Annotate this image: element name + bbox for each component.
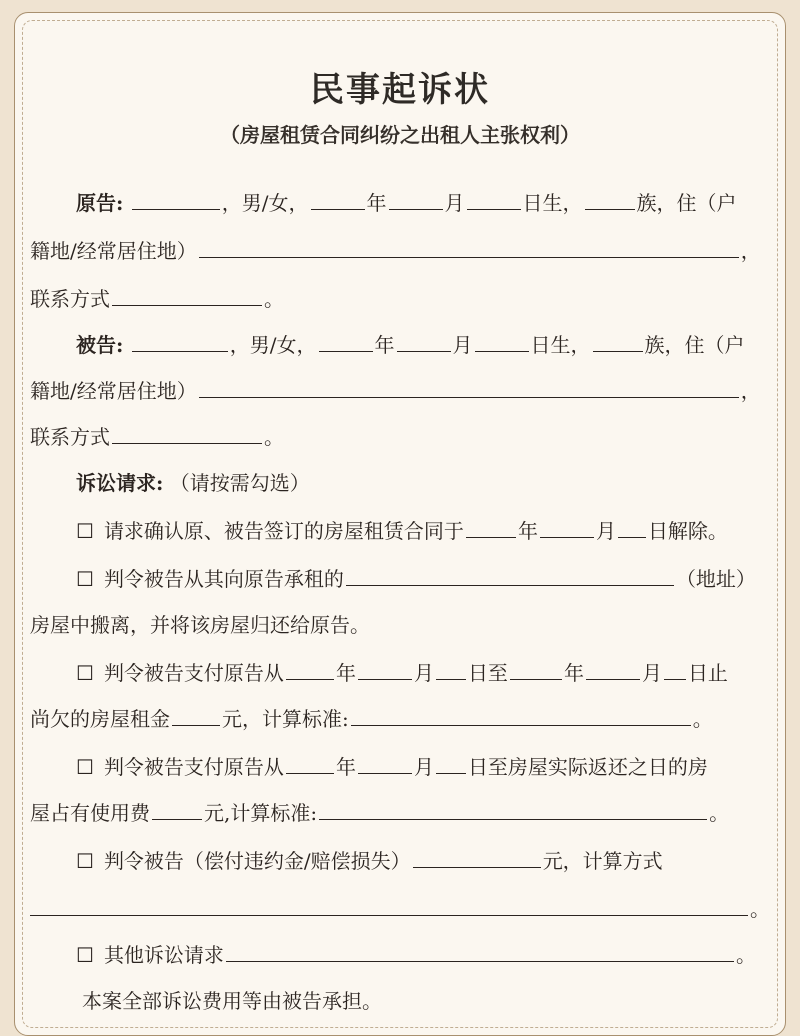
claim-2	[30, 556, 770, 602]
period-text: 。	[735, 943, 756, 967]
month-text: 月	[595, 519, 616, 543]
claim-5-text-b: 元，计算方式	[542, 849, 663, 873]
claims-label: 诉讼请求:	[76, 471, 164, 495]
defendant-name-blank[interactable]	[132, 323, 228, 352]
claim-3-line-2	[30, 696, 770, 742]
residence-label: 籍地/经常居住地）	[30, 239, 197, 263]
until-text: 日止	[687, 661, 728, 685]
ethnicity-blank[interactable]	[593, 323, 643, 352]
day-text: 日生，	[530, 333, 591, 357]
defendant-label: 被告:	[76, 333, 124, 357]
plaintiff-line-3	[30, 276, 770, 322]
birth-month-blank[interactable]	[389, 181, 443, 210]
ethnicity-blank[interactable]	[585, 181, 635, 210]
claim-3-year2-blank[interactable]	[510, 651, 562, 680]
claim-6-checkbox[interactable]: ☐	[76, 943, 94, 967]
claim-1-end-text: 日解除。	[647, 519, 728, 543]
claim-3-month-blank[interactable]	[358, 651, 412, 680]
claim-4	[30, 744, 770, 790]
claim-2-line-2	[30, 602, 770, 648]
claim-6-blank[interactable]	[226, 933, 734, 962]
claim-4-checkbox[interactable]: ☐	[76, 755, 94, 779]
plaintiff-line-2	[30, 228, 770, 274]
claim-5-text: 判令被告（偿付违约金/赔偿损失）	[103, 849, 411, 873]
birth-day-blank[interactable]	[467, 181, 521, 210]
calc-standard-label: 元,计算标准:	[204, 801, 318, 825]
birth-year-blank[interactable]	[311, 181, 365, 210]
birth-year-blank[interactable]	[319, 323, 373, 352]
occupancy-fee-label: 屋占有使用费	[30, 801, 150, 825]
claims-heading	[30, 460, 770, 506]
defendant-contact-blank[interactable]	[112, 415, 262, 444]
month-text: 月	[641, 661, 662, 685]
claim-1-text: 请求确认原、被告签订的房屋租赁合同于	[103, 519, 464, 543]
claim-2-text-2: 房屋中搬离，并将该房屋归还给原告。	[30, 613, 370, 637]
claim-4-month-blank[interactable]	[358, 745, 412, 774]
month-text: 月	[413, 661, 434, 685]
comma-text: ，	[740, 239, 761, 263]
occupancy-amount-blank[interactable]	[152, 791, 202, 820]
occupancy-calc-blank[interactable]	[319, 791, 707, 820]
ethnic-text: 族，住（户	[644, 333, 745, 357]
rent-calc-blank[interactable]	[351, 697, 691, 726]
gender-text: ，男/女，	[229, 333, 317, 357]
claim-2-address-blank[interactable]	[346, 557, 674, 586]
claim-3-day2-blank[interactable]	[664, 651, 686, 680]
residence-label: 籍地/经常居住地）	[30, 379, 197, 403]
claim-2-checkbox[interactable]: ☐	[76, 567, 94, 591]
period-text: 。	[709, 801, 730, 825]
period-text: 。	[264, 425, 284, 449]
claim-4-line-2	[30, 790, 770, 836]
claim-4-text: 判令被告支付原告从	[103, 755, 284, 779]
claim-5-line-2	[30, 886, 770, 932]
claim-2-text: 判令被告从其向原告承租的	[103, 567, 344, 591]
defendant-line-3	[30, 414, 770, 460]
plaintiff-name-blank[interactable]	[132, 181, 220, 210]
claim-3-month2-blank[interactable]	[586, 651, 640, 680]
gender-text: ，男/女，	[221, 191, 309, 215]
claim-6-text: 其他诉讼请求	[103, 943, 224, 967]
claim-3-year-blank[interactable]	[286, 651, 334, 680]
month-text: 月	[444, 191, 465, 215]
plaintiff-line-1	[30, 180, 770, 226]
address-label: （地址）	[675, 567, 756, 591]
year-text: 年	[335, 755, 356, 779]
claim-3	[30, 650, 770, 696]
comma-text: ，	[740, 379, 761, 403]
claim-1-year-blank[interactable]	[466, 509, 516, 538]
claim-5-checkbox[interactable]: ☐	[76, 849, 94, 873]
claim-4-day-blank[interactable]	[436, 745, 466, 774]
footer-line	[30, 978, 770, 1024]
claim-1-checkbox[interactable]: ☐	[76, 519, 94, 543]
period-text: 。	[692, 707, 713, 731]
defendant-line-2	[30, 368, 770, 414]
birth-day-blank[interactable]	[475, 323, 529, 352]
calc-standard-label: 元，计算标准:	[222, 707, 349, 731]
year-text: 年	[374, 333, 395, 357]
claim-3-checkbox[interactable]: ☐	[76, 661, 94, 685]
to-text: 日至	[467, 661, 508, 685]
page-subtitle: （房屋租赁合同纠纷之出租人主张权利）	[220, 123, 580, 147]
page-title: 民事起诉状	[310, 70, 490, 110]
contact-label: 联系方式	[30, 425, 110, 449]
year-text: 年	[335, 661, 356, 685]
claim-5-amount-blank[interactable]	[413, 839, 541, 868]
month-text: 月	[452, 333, 473, 357]
year-text: 年	[517, 519, 538, 543]
claim-6	[30, 932, 770, 978]
claim-3-day-blank[interactable]	[436, 651, 466, 680]
claims-note: （请按需勾选）	[169, 471, 310, 495]
period-text: 。	[750, 897, 770, 921]
rent-owed-label: 尚欠的房屋租金	[30, 707, 170, 731]
period-text: 。	[264, 287, 284, 311]
claim-1-month-blank[interactable]	[540, 509, 594, 538]
claim-3-text: 判令被告支付原告从	[103, 661, 284, 685]
rent-amount-blank[interactable]	[172, 697, 220, 726]
litigation-cost-statement: 本案全部诉讼费用等由被告承担。	[82, 989, 382, 1013]
month-text: 月	[413, 755, 434, 779]
claim-1-day-blank[interactable]	[618, 509, 646, 538]
claim-1	[30, 508, 770, 554]
birth-month-blank[interactable]	[397, 323, 451, 352]
claim-5	[30, 838, 770, 884]
year-text: 年	[366, 191, 387, 215]
ethnic-text: 族，住（户	[636, 191, 737, 215]
year-text: 年	[563, 661, 584, 685]
defendant-address-blank[interactable]	[199, 369, 739, 398]
claim-4-text-b: 日至房屋实际返还之日的房	[467, 755, 708, 779]
day-text: 日生，	[522, 191, 583, 215]
contact-label: 联系方式	[30, 287, 110, 311]
plaintiff-label: 原告:	[76, 191, 124, 215]
plaintiff-address-blank[interactable]	[199, 229, 739, 258]
plaintiff-contact-blank[interactable]	[112, 277, 262, 306]
claim-4-year-blank[interactable]	[286, 745, 334, 774]
defendant-line-1	[30, 322, 770, 368]
claim-5-calc-blank[interactable]	[30, 887, 748, 916]
